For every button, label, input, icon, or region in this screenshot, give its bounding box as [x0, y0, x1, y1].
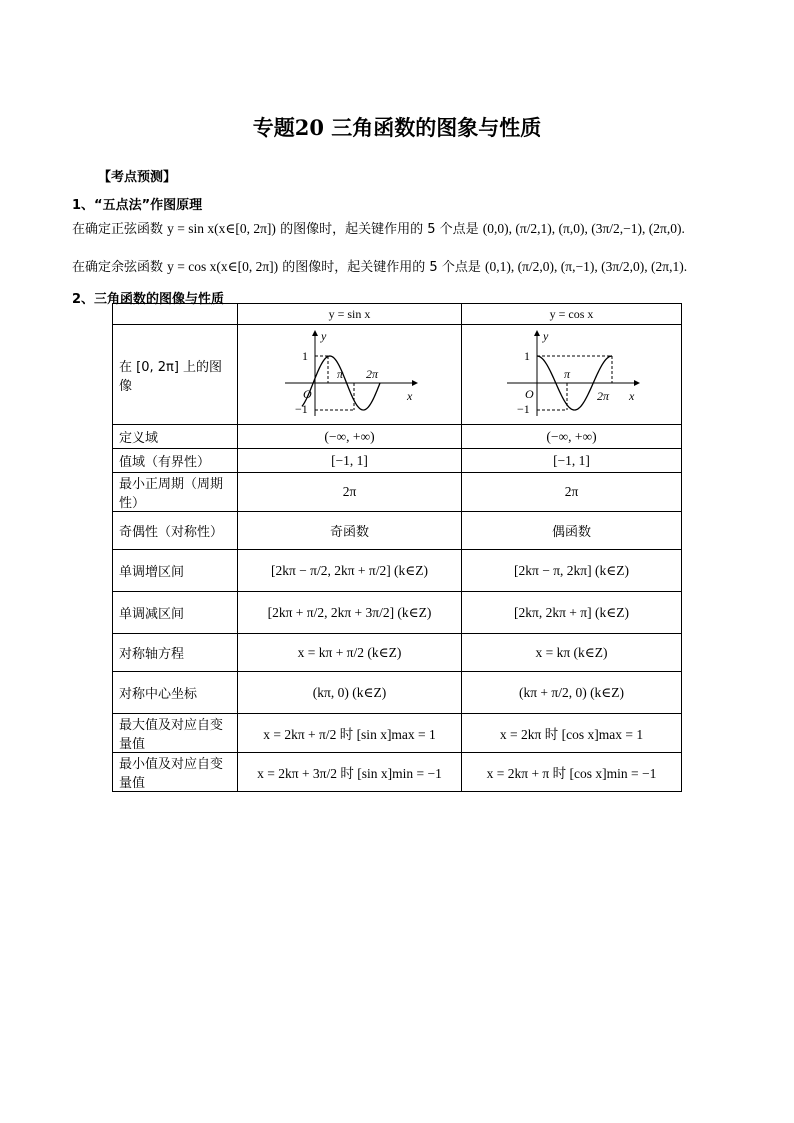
cos-value: [2kπ, 2kπ + π] (k∈Z)	[462, 592, 682, 634]
sin-graph-cell	[238, 325, 462, 425]
cos-graph	[502, 328, 642, 418]
cos-graph-one: 1	[523, 348, 530, 363]
page-title: 专题20 三角函数的图象与性质	[252, 115, 542, 140]
table-row	[113, 672, 682, 714]
row-label: 对称中心坐标	[113, 672, 238, 714]
table-row	[113, 634, 682, 672]
cos-graph-y-label: y	[542, 328, 548, 343]
header-sin: y = sin x	[238, 304, 462, 325]
cos-graph-x-label: x	[628, 388, 634, 403]
sin-five-point-line: 在确定正弦函数 y = sin x(x∈[0, 2π]) 的图像时，起关键作用的 5 个点是 (0,0), (π/2,1), (π,0), (3π/2,−1), (2π,0).	[72, 221, 685, 237]
row-label: 奇偶性（对称性）	[113, 512, 238, 550]
item2-heading: 2、三角函数的图像与性质	[72, 292, 225, 307]
table-row	[113, 325, 682, 425]
section-tag: 【考点预测】	[98, 170, 177, 185]
cos-five-point-line: 在确定余弦函数 y = cos x(x∈[0, 2π]) 的图像时，起关键作用的 5 个点是 (0,1), (π/2,0), (π,−1), (3π/2,0), (2π,1).	[72, 259, 688, 275]
table-row	[113, 753, 682, 792]
row-label: 对称轴方程	[113, 634, 238, 672]
sin-graph-neg-one: −1	[294, 401, 308, 416]
sin-value: (−∞, +∞)	[238, 425, 462, 449]
sin-graph-two-pi: 2π	[365, 366, 378, 381]
cos-graph-pi: π	[563, 366, 570, 381]
table-row	[113, 473, 682, 512]
sin-graph-x-label: x	[406, 388, 412, 403]
sin-value: 2π	[238, 473, 462, 512]
sin-value: [2kπ − π/2, 2kπ + π/2] (k∈Z)	[238, 550, 462, 592]
sin-graph-origin: O	[302, 386, 312, 401]
table-row	[113, 550, 682, 592]
sin-value: [2kπ + π/2, 2kπ + 3π/2] (k∈Z)	[238, 592, 462, 634]
cos-graph-origin: O	[524, 386, 534, 401]
header-empty	[113, 304, 238, 325]
table-row	[113, 512, 682, 550]
cos-graph-neg-one: −1	[516, 401, 530, 416]
sin-graph	[280, 328, 420, 418]
row-label: 定义域	[113, 425, 238, 449]
table-row	[113, 714, 682, 753]
row-label: 最小值及对应自变量值	[113, 753, 238, 792]
cos-value: 偶函数	[462, 512, 682, 550]
cos-graph-cell	[462, 325, 682, 425]
row-label: 值域（有界性）	[113, 449, 238, 473]
table-row	[113, 449, 682, 473]
header-cos: y = cos x	[462, 304, 682, 325]
cos-value: (kπ + π/2, 0) (k∈Z)	[462, 672, 682, 714]
row-label: 最大值及对应自变量值	[113, 714, 238, 753]
cos-value: (−∞, +∞)	[462, 425, 682, 449]
table-header-row	[113, 304, 682, 325]
cos-value: x = 2kπ + π 时 [cos x]min = −1	[462, 753, 682, 792]
sin-value: [−1, 1]	[238, 449, 462, 473]
row-label: 单调增区间	[113, 550, 238, 592]
sin-graph-pi: π	[336, 366, 343, 381]
table-row	[113, 425, 682, 449]
cos-graph-two-pi: 2π	[596, 388, 609, 403]
cos-value: 2π	[462, 473, 682, 512]
item1-heading: 1、“五点法”作图原理	[72, 198, 203, 213]
sin-value: 奇函数	[238, 512, 462, 550]
row-label: 单调减区间	[113, 592, 238, 634]
sin-value: x = 2kπ + π/2 时 [sin x]max = 1	[238, 714, 462, 753]
sin-graph-one: 1	[301, 348, 308, 363]
properties-table	[112, 303, 682, 792]
cos-value: [−1, 1]	[462, 449, 682, 473]
sin-value: x = kπ + π/2 (k∈Z)	[238, 634, 462, 672]
sin-graph-y-label: y	[320, 328, 326, 343]
row-label: 在 [0, 2π] 上的图像	[113, 325, 238, 425]
sin-value: (kπ, 0) (k∈Z)	[238, 672, 462, 714]
table-row	[113, 592, 682, 634]
cos-value: x = kπ (k∈Z)	[462, 634, 682, 672]
sin-value: x = 2kπ + 3π/2 时 [sin x]min = −1	[238, 753, 462, 792]
row-label: 最小正周期（周期性）	[113, 473, 238, 512]
cos-value: [2kπ − π, 2kπ] (k∈Z)	[462, 550, 682, 592]
cos-value: x = 2kπ 时 [cos x]max = 1	[462, 714, 682, 753]
